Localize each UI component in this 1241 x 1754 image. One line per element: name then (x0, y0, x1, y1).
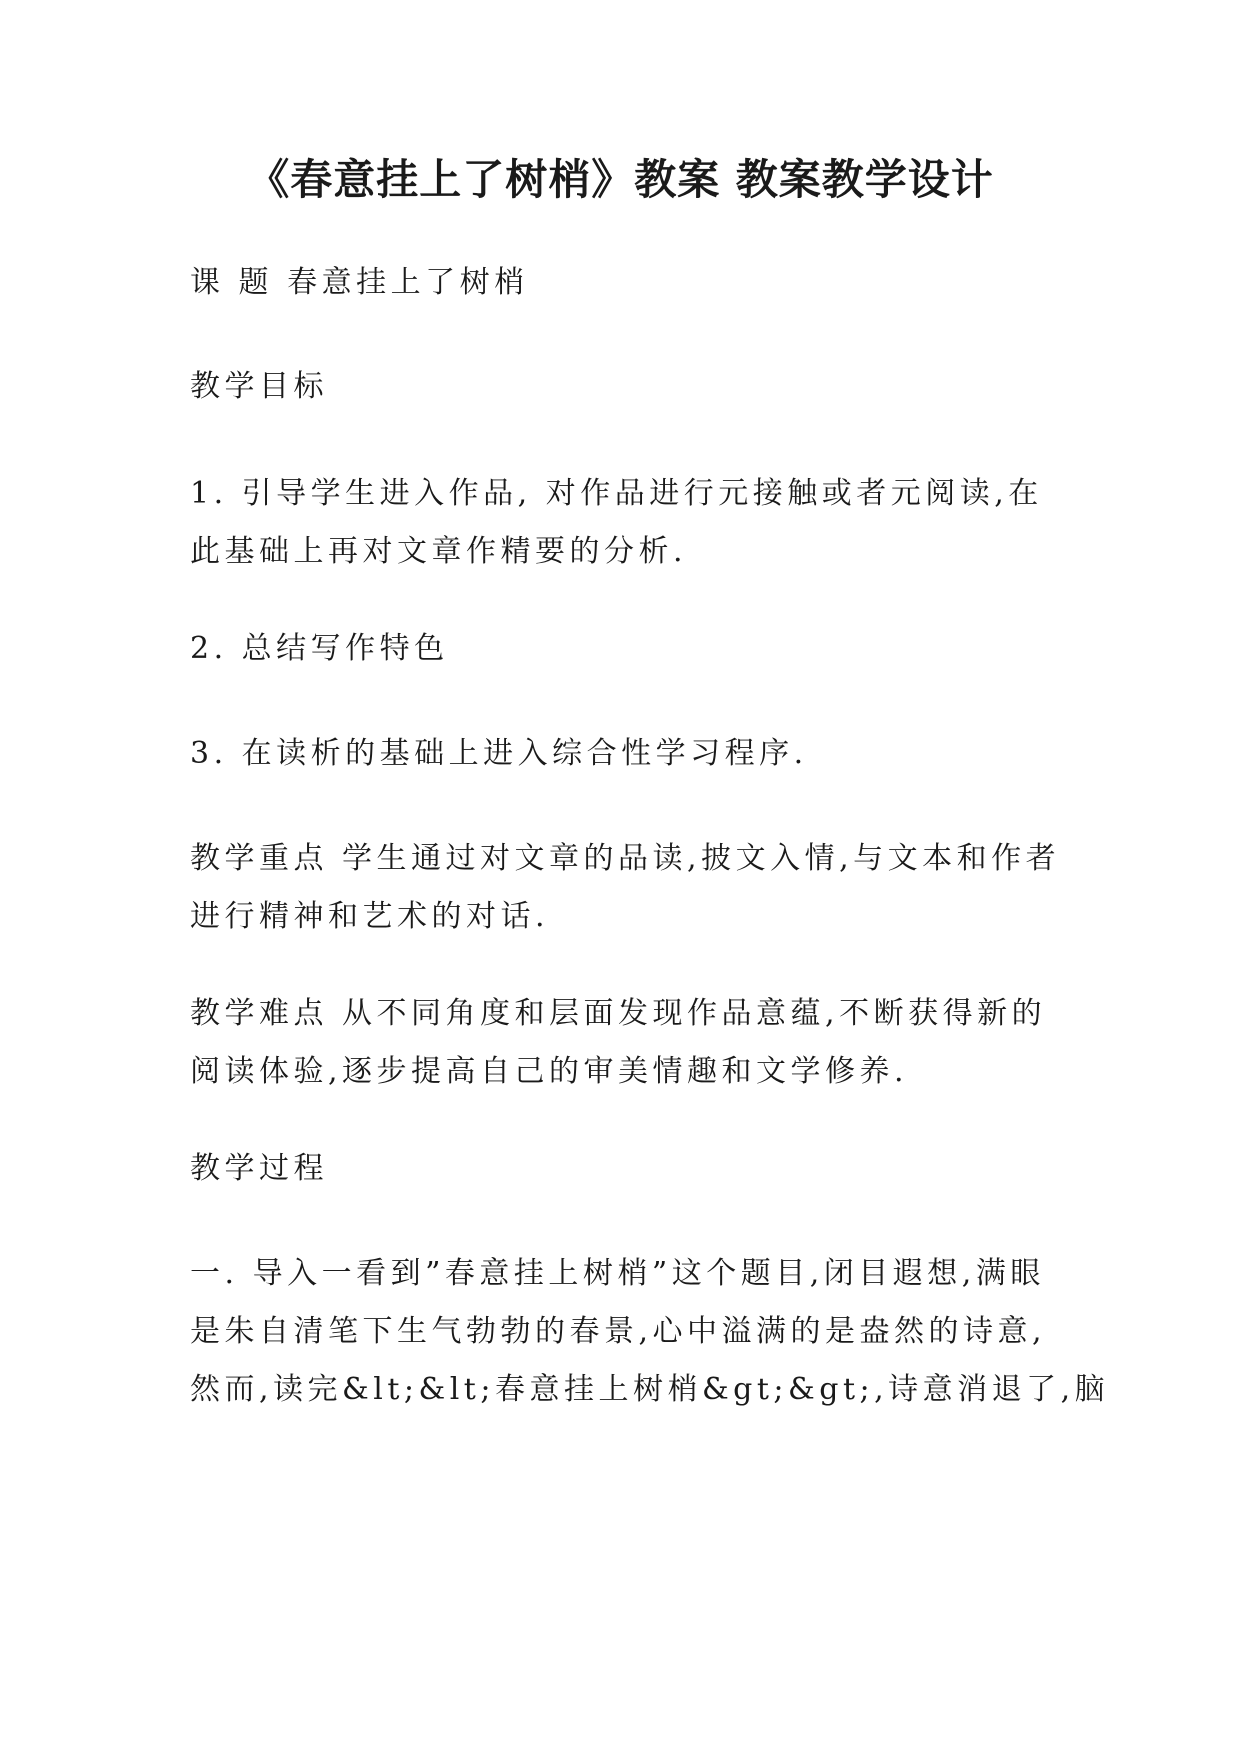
paragraph-line: 3. 在读析的基础上进入综合性学习程序. (190, 736, 808, 771)
paragraph-topic (190, 254, 1050, 312)
paragraph-line: 此基础上再对文章作精要的分析. (190, 534, 688, 569)
paragraph-line: 1. 引导学生进入作品, 对作品进行元接触或者元阅读,在 (190, 476, 1043, 511)
paragraph-key-points (190, 830, 1061, 946)
paragraph-line: 阅读体验,逐步提高自己的审美情趣和文学修养. (190, 1054, 909, 1089)
paragraph-line: 教学目标 (190, 369, 328, 404)
paragraph-process-heading (190, 1140, 1050, 1198)
paragraph-objectives-heading (190, 358, 1050, 416)
document-title: 《春意挂上了树梢》教案 教案教学设计 (247, 155, 994, 204)
paragraph-objective-2 (190, 620, 1050, 678)
paragraph-line: 教学过程 (190, 1151, 328, 1186)
paragraph-objective-3 (190, 725, 1050, 783)
paragraph-line: 一. 导入一看到”春意挂上树梢”这个题目,闭目遐想,满眼 (190, 1256, 1045, 1291)
paragraph-line: 教学难点 从不同角度和层面发现作品意蕴,不断获得新的 (190, 996, 1047, 1031)
paragraph-line: 教学重点 学生通过对文章的品读,披文入情,与文本和作者 (190, 841, 1061, 876)
paragraph-line: 课 题 春意挂上了树梢 (190, 265, 529, 300)
paragraph-line: 进行精神和艺术的对话. (190, 899, 550, 934)
paragraph-line: 2. 总结写作特色 (190, 631, 449, 666)
paragraph-difficulties (190, 985, 1050, 1101)
paragraph-line: 是朱自清笔下生气勃勃的春景,心中溢满的是盎然的诗意, (190, 1314, 1047, 1349)
paragraph-line: 然而,读完&lt;&lt;春意挂上树梢&gt;&gt;,诗意消退了,脑 (190, 1372, 1110, 1407)
paragraph-objective-1 (190, 465, 1050, 581)
paragraph-introduction (190, 1245, 1110, 1419)
